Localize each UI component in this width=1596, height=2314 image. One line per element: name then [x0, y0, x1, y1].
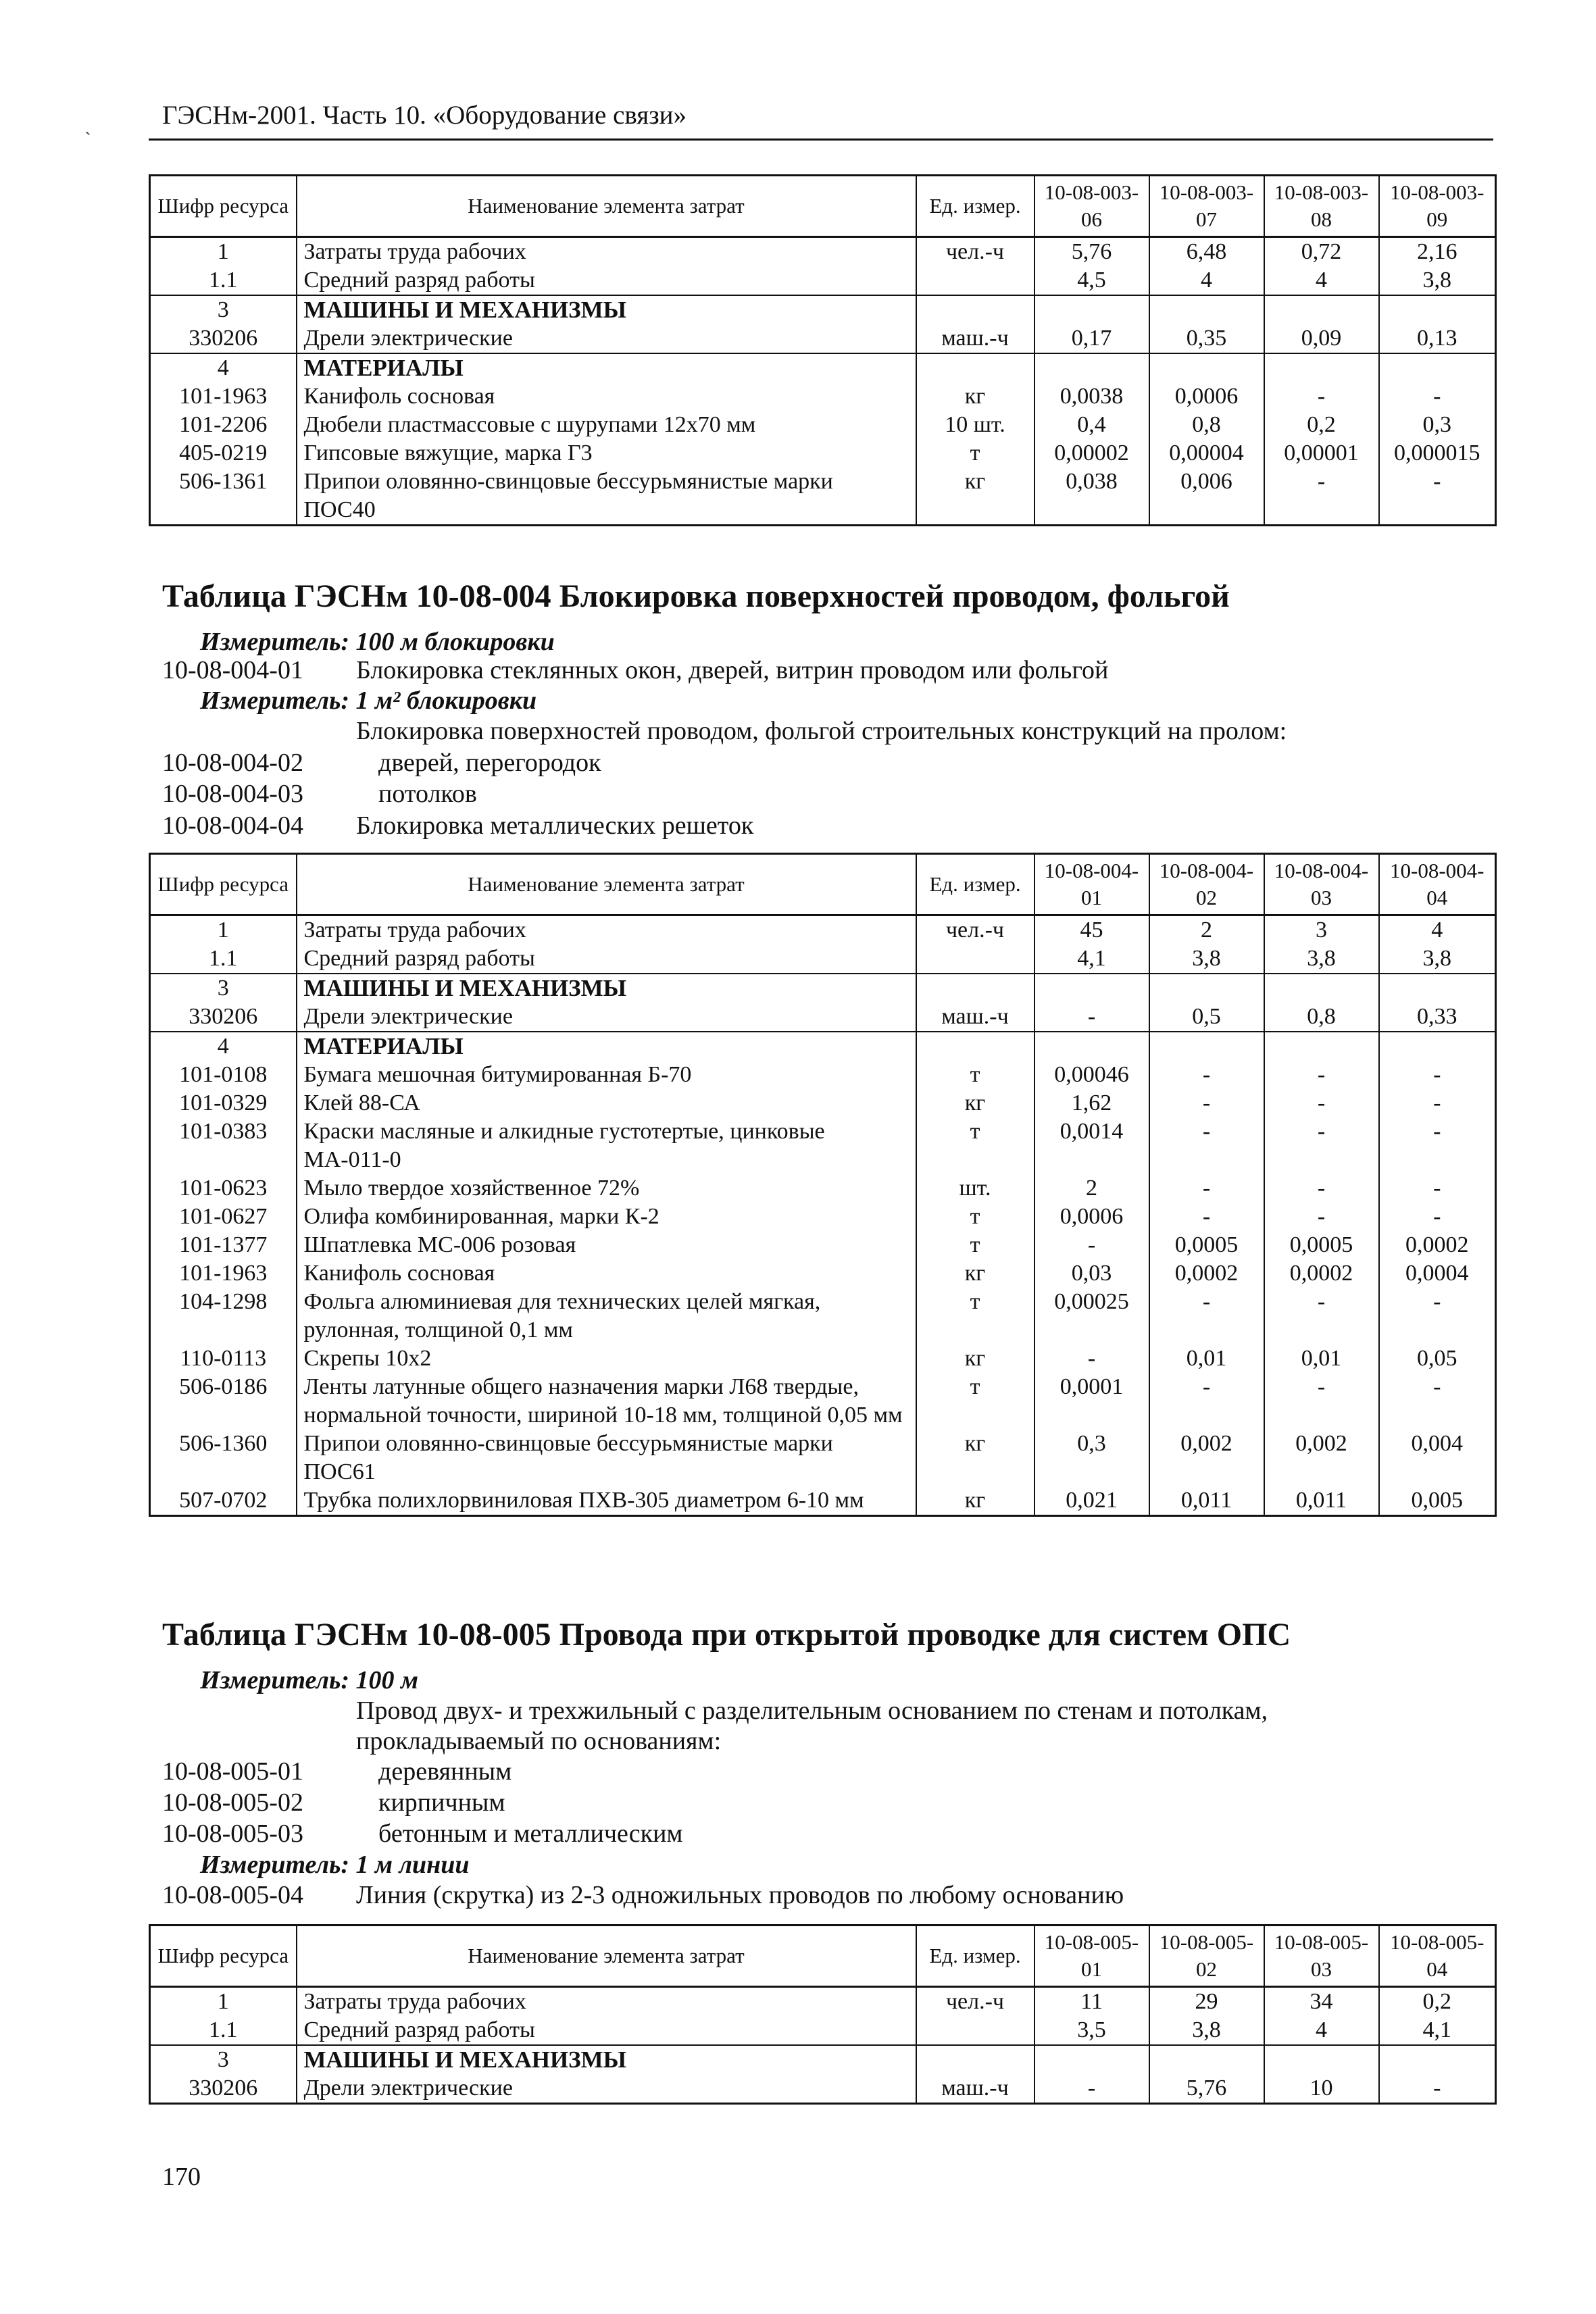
resource-name: Канифоль сосновая: [297, 1259, 916, 1288]
col-header-norm: 10-08-004-03: [1264, 854, 1379, 915]
norm-value: 0,4: [1034, 411, 1149, 439]
norm-value: [1149, 974, 1264, 1003]
norm-value: 0,17: [1034, 324, 1149, 353]
resource-code: 3: [150, 295, 297, 324]
item-text: Линия (скрутка) из 2-3 одножильных проводов по любому основанию: [356, 1881, 1124, 1909]
item-text: дверей, перегородок: [378, 749, 601, 777]
norm-value: 6,48: [1149, 237, 1264, 267]
item-text: кирпичным: [378, 1788, 505, 1817]
resource-code: 1: [150, 915, 297, 945]
norm-value: -: [1149, 1203, 1264, 1231]
header-row: [150, 1926, 1496, 1987]
norm-value: -: [1264, 1061, 1379, 1089]
table-row: [150, 411, 1496, 439]
resource-code: 330206: [150, 1003, 297, 1032]
norm-value: [1379, 295, 1496, 324]
table-row: [150, 2045, 1496, 2074]
norm-value: -: [1034, 1344, 1149, 1373]
table-row: [150, 1373, 1496, 1430]
resource-name: Припои оловянно-свинцовые бессурьмянистые марки ПОС61: [297, 1430, 916, 1486]
resource-unit: [916, 353, 1034, 382]
table-row: [150, 353, 1496, 382]
resource-unit: [916, 974, 1034, 1003]
scan-mark: `: [84, 128, 91, 151]
resource-code: 4: [150, 353, 297, 382]
resource-unit: чел.-ч: [916, 915, 1034, 945]
col-header-norm: 10-08-004-01: [1034, 854, 1149, 915]
col-header-code: Шифр ресурса: [150, 1926, 297, 1987]
resource-name: Затраты труда рабочих: [297, 915, 916, 945]
header-row: [150, 854, 1496, 915]
resource-unit: [916, 295, 1034, 324]
resource-name: МАШИНЫ И МЕХАНИЗМЫ: [297, 2045, 916, 2074]
norm-value: 0,0002: [1264, 1259, 1379, 1288]
table-title-10-08-004: Таблица ГЭСНм 10-08-004 Блокировка поверхностей проводом, фольгой: [162, 578, 1230, 614]
norm-value: -: [1379, 1174, 1496, 1203]
norm-value: 2: [1149, 915, 1264, 945]
resource-table-10-08-005: [149, 1924, 1497, 2105]
resource-unit: кг: [916, 1486, 1034, 1516]
resource-unit: [916, 945, 1034, 974]
norm-value: 2,16: [1379, 237, 1496, 267]
norm-value: 4: [1149, 266, 1264, 295]
table-row: [150, 1003, 1496, 1032]
item-intro: прокладываемый по основаниям:: [356, 1727, 722, 1755]
resource-unit: т: [916, 1373, 1034, 1430]
resource-code: 506-1361: [150, 468, 297, 526]
norm-value: 4,1: [1379, 2016, 1496, 2045]
col-header-norm: 10-08-004-02: [1149, 854, 1264, 915]
resource-code: 101-0623: [150, 1174, 297, 1203]
norm-value: 34: [1264, 1987, 1379, 2017]
item-text: деревянным: [378, 1757, 512, 1786]
table-row: [150, 1259, 1496, 1288]
norm-value: -: [1379, 382, 1496, 411]
resource-unit: кг: [916, 1430, 1034, 1486]
norm-value: 0,0006: [1034, 1203, 1149, 1231]
table-row: [150, 1486, 1496, 1516]
resource-name: Клей 88-СА: [297, 1089, 916, 1117]
norm-value: 0,2: [1264, 411, 1379, 439]
table-row: [150, 1061, 1496, 1089]
resource-name: Скрепы 10х2: [297, 1344, 916, 1373]
norm-value: 0,3: [1034, 1430, 1149, 1486]
resource-name: Затраты труда рабочих: [297, 1987, 916, 2017]
resource-name: Краски масляные и алкидные густотертые, цинковые МА-011-0: [297, 1117, 916, 1174]
resource-unit: т: [916, 439, 1034, 468]
norm-value: -: [1379, 1089, 1496, 1117]
running-header: ГЭСНм-2001. Часть 10. «Оборудование связи»: [162, 101, 687, 130]
resource-name: МАШИНЫ И МЕХАНИЗМЫ: [297, 974, 916, 1003]
norm-value: 0,00001: [1264, 439, 1379, 468]
norm-value: -: [1379, 1288, 1496, 1344]
col-header-norm: 10-08-005-01: [1034, 1926, 1149, 1987]
header-row: [150, 176, 1496, 237]
item-intro: Блокировка поверхностей проводом, фольгой строительных конструкций на пролом:: [356, 717, 1287, 745]
measure-unit-2: Измеритель: 1 м² блокировки: [200, 686, 537, 715]
measure-unit-1: Измеритель: 100 м: [200, 1666, 418, 1694]
table-row: [150, 295, 1496, 324]
norm-value: 0,005: [1379, 1486, 1496, 1516]
norm-value: -: [1149, 1089, 1264, 1117]
norm-value: 0,002: [1264, 1430, 1379, 1486]
resource-unit: маш.-ч: [916, 2074, 1034, 2104]
page-number: 170: [162, 2163, 201, 2191]
resource-code: 104-1298: [150, 1288, 297, 1344]
norm-value: 3,8: [1379, 266, 1496, 295]
resource-unit: чел.-ч: [916, 237, 1034, 267]
resource-unit: т: [916, 1061, 1034, 1089]
norm-value: 10: [1264, 2074, 1379, 2104]
norm-value: 0,038: [1034, 468, 1149, 526]
norm-value: -: [1149, 1174, 1264, 1203]
resource-name: МАТЕРИАЛЫ: [297, 353, 916, 382]
norm-value: [1264, 353, 1379, 382]
resource-name: Дрели электрические: [297, 1003, 916, 1032]
table-row: [150, 266, 1496, 295]
item-text: потолков: [378, 780, 477, 808]
norm-value: 0,00046: [1034, 1061, 1149, 1089]
norm-value: 0,0002: [1379, 1231, 1496, 1259]
norm-value: 0,011: [1149, 1486, 1264, 1516]
norm-value: 0,09: [1264, 324, 1379, 353]
norm-value: -: [1379, 2074, 1496, 2104]
norm-value: 3,8: [1264, 945, 1379, 974]
col-header-norm: 10-08-003-07: [1149, 176, 1264, 237]
norm-value: -: [1379, 1373, 1496, 1430]
norm-value: 0,0014: [1034, 1117, 1149, 1174]
resource-name: Гипсовые вяжущие, марка Г3: [297, 439, 916, 468]
table-row: [150, 439, 1496, 468]
norm-value: 0,021: [1034, 1486, 1149, 1516]
norm-value: 0,5: [1149, 1003, 1264, 1032]
norm-value: -: [1379, 468, 1496, 526]
resource-code: 405-0219: [150, 439, 297, 468]
table-row: [150, 1089, 1496, 1117]
norm-value: 0,0038: [1034, 382, 1149, 411]
table-row: [150, 974, 1496, 1003]
resource-code: 507-0702: [150, 1486, 297, 1516]
resource-code: 330206: [150, 324, 297, 353]
table-row: [150, 382, 1496, 411]
norm-value: -: [1149, 1117, 1264, 1174]
norm-value: 0,05: [1379, 1344, 1496, 1373]
resource-unit: [916, 2016, 1034, 2045]
norm-value: 0,8: [1264, 1003, 1379, 1032]
col-header-norm: 10-08-005-04: [1379, 1926, 1496, 1987]
col-header-name: Наименование элемента затрат: [297, 1926, 916, 1987]
item-text: бетонным и металлическим: [378, 1819, 683, 1848]
resource-table-10-08-004: [149, 853, 1497, 1517]
resource-name: Дрели электрические: [297, 2074, 916, 2104]
norm-value: -: [1379, 1061, 1496, 1089]
resource-name: Фольга алюминиевая для технических целей мягкая, рулонная, толщиной 0,1 мм: [297, 1288, 916, 1344]
norm-value: -: [1149, 1373, 1264, 1430]
resource-code: 101-0108: [150, 1061, 297, 1089]
resource-code: 330206: [150, 2074, 297, 2104]
resource-code: 101-0383: [150, 1117, 297, 1174]
norm-value: 5,76: [1034, 237, 1149, 267]
resource-code: 3: [150, 2045, 297, 2074]
norm-value: [1264, 295, 1379, 324]
norm-value: 1,62: [1034, 1089, 1149, 1117]
norm-value: -: [1379, 1117, 1496, 1174]
col-header-norm: 10-08-005-02: [1149, 1926, 1264, 1987]
table-row: [150, 1174, 1496, 1203]
col-header-unit: Ед. измер.: [916, 854, 1034, 915]
norm-value: 0,002: [1149, 1430, 1264, 1486]
norm-value: [1149, 353, 1264, 382]
resource-name: Бумага мешочная битумированная Б-70: [297, 1061, 916, 1089]
norm-value: 5,76: [1149, 2074, 1264, 2104]
norm-value: 0,004: [1379, 1430, 1496, 1486]
table-row: [150, 1032, 1496, 1061]
item-code: 10-08-004-01: [162, 656, 303, 684]
item-code: 10-08-004-03: [162, 780, 303, 808]
resource-unit: 10 шт.: [916, 411, 1034, 439]
resource-unit: [916, 266, 1034, 295]
norm-value: 0,03: [1034, 1259, 1149, 1288]
col-header-code: Шифр ресурса: [150, 176, 297, 237]
norm-value: [1379, 1032, 1496, 1061]
norm-value: -: [1149, 1288, 1264, 1344]
col-header-norm: 10-08-005-03: [1264, 1926, 1379, 1987]
resource-unit: кг: [916, 1259, 1034, 1288]
col-header-norm: 10-08-004-04: [1379, 854, 1496, 915]
resource-name: Шпатлевка МС-006 розовая: [297, 1231, 916, 1259]
resource-code: 1: [150, 237, 297, 267]
resource-name: Мыло твердое хозяйственное 72%: [297, 1174, 916, 1203]
resource-unit: т: [916, 1203, 1034, 1231]
norm-value: 3,8: [1379, 945, 1496, 974]
item-code: 10-08-004-02: [162, 749, 303, 777]
resource-name: Затраты труда рабочих: [297, 237, 916, 267]
col-header-unit: Ед. измер.: [916, 1926, 1034, 1987]
table-row: [150, 1430, 1496, 1486]
norm-value: 3,8: [1149, 945, 1264, 974]
norm-value: [1034, 974, 1149, 1003]
norm-value: 3: [1264, 915, 1379, 945]
item-code: 10-08-005-03: [162, 1819, 303, 1848]
table-row: [150, 915, 1496, 945]
norm-value: [1379, 2045, 1496, 2074]
col-header-norm: 10-08-003-06: [1034, 176, 1149, 237]
norm-value: 2: [1034, 1174, 1149, 1203]
resource-code: 1.1: [150, 2016, 297, 2045]
resource-name: Трубка полихлорвиниловая ПХВ-305 диаметром 6-10 мм: [297, 1486, 916, 1516]
norm-value: 0,01: [1264, 1344, 1379, 1373]
resource-unit: кг: [916, 382, 1034, 411]
norm-value: 4: [1264, 266, 1379, 295]
resource-unit: шт.: [916, 1174, 1034, 1203]
resource-name: Средний разряд работы: [297, 266, 916, 295]
resource-name: МАШИНЫ И МЕХАНИЗМЫ: [297, 295, 916, 324]
table-row: [150, 1288, 1496, 1344]
resource-unit: кг: [916, 468, 1034, 526]
table-row: [150, 1117, 1496, 1174]
norm-value: 4,5: [1034, 266, 1149, 295]
resource-unit: маш.-ч: [916, 324, 1034, 353]
norm-value: 0,0002: [1149, 1259, 1264, 1288]
resource-name: Средний разряд работы: [297, 2016, 916, 2045]
norm-value: 0,00002: [1034, 439, 1149, 468]
resource-unit: [916, 2045, 1034, 2074]
norm-value: 0,0006: [1149, 382, 1264, 411]
norm-value: -: [1264, 382, 1379, 411]
norm-value: 0,2: [1379, 1987, 1496, 2017]
resource-unit: маш.-ч: [916, 1003, 1034, 1032]
resource-unit: т: [916, 1231, 1034, 1259]
norm-value: -: [1264, 1174, 1379, 1203]
norm-value: [1379, 353, 1496, 382]
item-code: 10-08-005-04: [162, 1881, 303, 1909]
header-rule: [149, 139, 1493, 141]
norm-value: 3,5: [1034, 2016, 1149, 2045]
item-code: 10-08-004-04: [162, 811, 303, 840]
resource-unit: т: [916, 1288, 1034, 1344]
measure-unit-1: Измеритель: 100 м блокировки: [200, 628, 555, 656]
col-header-norm: 10-08-003-09: [1379, 176, 1496, 237]
norm-value: [1264, 2045, 1379, 2074]
resource-table-10-08-003: [149, 174, 1497, 526]
resource-code: 101-0329: [150, 1089, 297, 1117]
table-title-10-08-005: Таблица ГЭСНм 10-08-005 Провода при открытой проводке для систем ОПС: [162, 1617, 1291, 1653]
norm-value: -: [1034, 1231, 1149, 1259]
resource-code: 101-1377: [150, 1231, 297, 1259]
norm-value: [1149, 2045, 1264, 2074]
resource-code: 101-2206: [150, 411, 297, 439]
resource-code: 506-1360: [150, 1430, 297, 1486]
table-row: [150, 2074, 1496, 2104]
norm-value: 4: [1379, 915, 1496, 945]
resource-code: 3: [150, 974, 297, 1003]
table-row: [150, 945, 1496, 974]
norm-value: -: [1034, 2074, 1149, 2104]
norm-value: 11: [1034, 1987, 1149, 2017]
resource-name: Ленты латунные общего назначения марки Л68 твердые, нормальной точности, шириной 10-18 мм, толщиной 0,05 мм: [297, 1373, 916, 1430]
resource-unit: чел.-ч: [916, 1987, 1034, 2017]
norm-value: 0,13: [1379, 324, 1496, 353]
norm-value: 0,35: [1149, 324, 1264, 353]
norm-value: [1264, 1032, 1379, 1061]
norm-value: 0,72: [1264, 237, 1379, 267]
item-text: Блокировка металлических решеток: [356, 811, 754, 840]
resource-name: Дюбели пластмассовые с шурупами 12х70 мм: [297, 411, 916, 439]
resource-name: Дрели электрические: [297, 324, 916, 353]
col-header-name: Наименование элемента затрат: [297, 854, 916, 915]
norm-value: 0,00025: [1034, 1288, 1149, 1344]
table-row: [150, 1231, 1496, 1259]
norm-value: -: [1034, 1003, 1149, 1032]
norm-value: 4: [1264, 2016, 1379, 2045]
norm-value: [1034, 1032, 1149, 1061]
norm-value: 0,011: [1264, 1486, 1379, 1516]
resource-code: 1.1: [150, 266, 297, 295]
norm-value: 0,01: [1149, 1344, 1264, 1373]
table-row: [150, 1203, 1496, 1231]
norm-value: 29: [1149, 1987, 1264, 2017]
resource-unit: кг: [916, 1089, 1034, 1117]
norm-value: -: [1264, 1203, 1379, 1231]
norm-value: 0,000015: [1379, 439, 1496, 468]
norm-value: [1379, 974, 1496, 1003]
table-row: [150, 237, 1496, 267]
resource-name: Припои оловянно-свинцовые бессурьмянистые марки ПОС40: [297, 468, 916, 526]
resource-name: Канифоль сосновая: [297, 382, 916, 411]
resource-code: 1.1: [150, 945, 297, 974]
norm-value: 0,0005: [1149, 1231, 1264, 1259]
table-row: [150, 468, 1496, 526]
resource-name: Олифа комбинированная, марки К-2: [297, 1203, 916, 1231]
resource-code: 506-0186: [150, 1373, 297, 1430]
norm-value: -: [1264, 1373, 1379, 1430]
table-row: [150, 1344, 1496, 1373]
norm-value: [1034, 295, 1149, 324]
table-row: [150, 324, 1496, 353]
resource-code: 101-0627: [150, 1203, 297, 1231]
resource-code: 110-0113: [150, 1344, 297, 1373]
col-header-unit: Ед. измер.: [916, 176, 1034, 237]
norm-value: 3,8: [1149, 2016, 1264, 2045]
norm-value: 0,006: [1149, 468, 1264, 526]
resource-unit: т: [916, 1117, 1034, 1174]
item-code: 10-08-005-02: [162, 1788, 303, 1817]
norm-value: -: [1264, 1117, 1379, 1174]
norm-value: [1149, 1032, 1264, 1061]
norm-value: -: [1264, 1288, 1379, 1344]
col-header-norm: 10-08-003-08: [1264, 176, 1379, 237]
col-header-code: Шифр ресурса: [150, 854, 297, 915]
norm-value: 0,3: [1379, 411, 1496, 439]
norm-value: 0,0004: [1379, 1259, 1496, 1288]
item-intro: Провод двух- и трехжильный с разделительным основанием по стенам и потолкам,: [356, 1696, 1268, 1725]
norm-value: 0,33: [1379, 1003, 1496, 1032]
norm-value: [1034, 2045, 1149, 2074]
resource-code: 101-1963: [150, 382, 297, 411]
norm-value: 0,0001: [1034, 1373, 1149, 1430]
col-header-name: Наименование элемента затрат: [297, 176, 916, 237]
resource-name: Средний разряд работы: [297, 945, 916, 974]
norm-value: -: [1379, 1203, 1496, 1231]
resource-name: МАТЕРИАЛЫ: [297, 1032, 916, 1061]
resource-code: 101-1963: [150, 1259, 297, 1288]
norm-value: 4,1: [1034, 945, 1149, 974]
resource-code: 1: [150, 1987, 297, 2017]
norm-value: -: [1264, 468, 1379, 526]
norm-value: [1264, 974, 1379, 1003]
resource-unit: [916, 1032, 1034, 1061]
norm-value: -: [1149, 1061, 1264, 1089]
norm-value: -: [1264, 1089, 1379, 1117]
norm-value: [1034, 353, 1149, 382]
resource-code: 4: [150, 1032, 297, 1061]
norm-value: 0,0005: [1264, 1231, 1379, 1259]
norm-value: [1149, 295, 1264, 324]
item-code: 10-08-005-01: [162, 1757, 303, 1786]
item-text: Блокировка стеклянных окон, дверей, витрин проводом или фольгой: [356, 656, 1109, 684]
measure-unit-2: Измеритель: 1 м линии: [200, 1851, 470, 1879]
norm-value: 0,00004: [1149, 439, 1264, 468]
norm-value: 0,8: [1149, 411, 1264, 439]
table-row: [150, 2016, 1496, 2045]
norm-value: 45: [1034, 915, 1149, 945]
table-row: [150, 1987, 1496, 2017]
resource-unit: кг: [916, 1344, 1034, 1373]
